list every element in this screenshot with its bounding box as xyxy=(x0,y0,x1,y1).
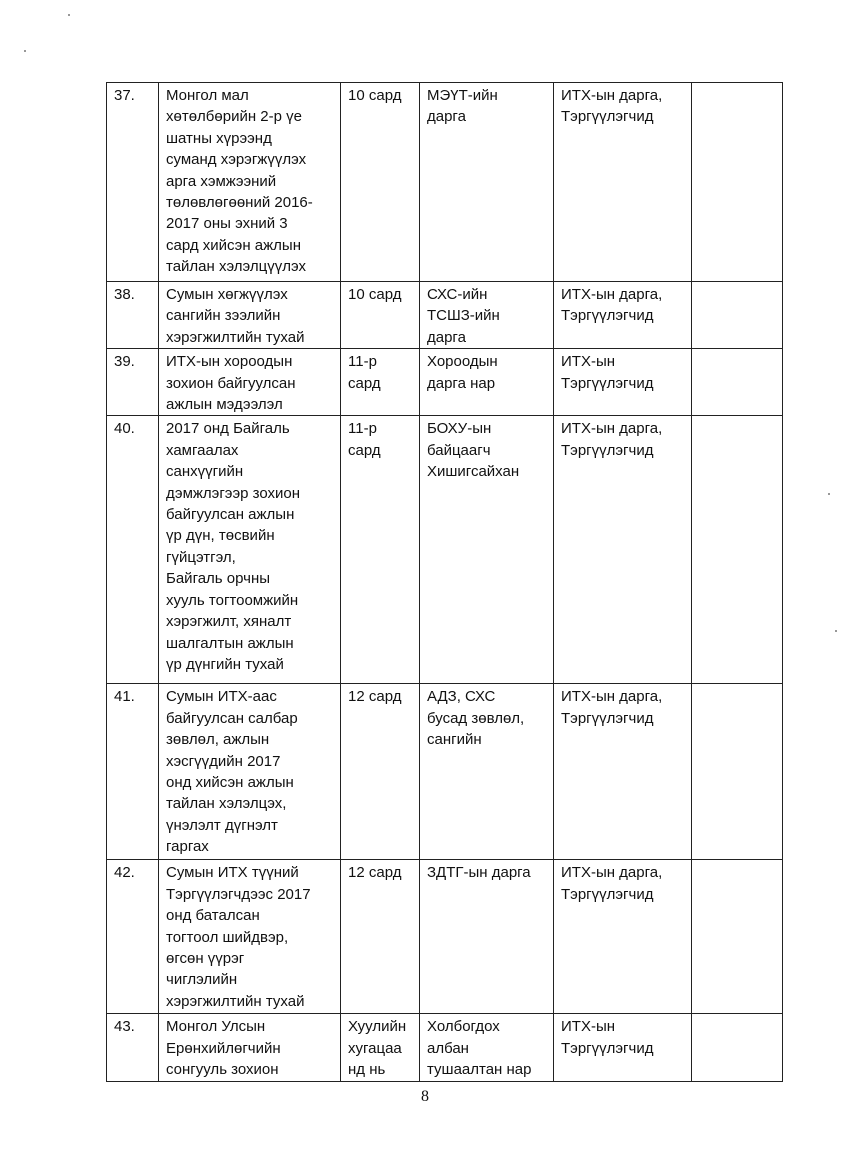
reviewer-cell: ИТХ-ын дарга, Тэргүүлэгчид xyxy=(554,282,692,349)
time-cell: 10 сард xyxy=(341,83,420,282)
topic-cell: Сумын ИТХ-аас байгуулсан салбар зөвлөл, ажлын хэсгүүдийн 2017 онд хийсэн ажлын тайлан хэлэлцэх, үнэлэлт дүгнэлт гаргах xyxy=(159,684,341,860)
row-number: 39. xyxy=(107,349,159,416)
responsible-cell: МЭҮТ-ийн дарга xyxy=(420,83,554,282)
table-row xyxy=(107,83,783,282)
responsible-cell: БОХУ-ын байцаагч Хишигсайхан xyxy=(420,416,554,684)
reviewer-cell: ИТХ-ын Тэргүүлэгчид xyxy=(554,349,692,416)
scan-speck xyxy=(828,493,830,495)
row-number: 43. xyxy=(107,1014,159,1081)
responsible-cell: Холбогдох албан тушаалтан нар xyxy=(420,1014,554,1081)
note-cell xyxy=(692,282,783,349)
time-cell: 10 сард xyxy=(341,282,420,349)
note-cell xyxy=(692,1014,783,1081)
time-cell: 11-р сард xyxy=(341,416,420,684)
time-cell: 12 сард xyxy=(341,684,420,860)
table-row xyxy=(107,684,783,860)
responsible-cell: АДЗ, СХС бусад зөвлөл, сангийн xyxy=(420,684,554,860)
topic-cell: Сумын хөгжүүлэх сангийн зээлийн хэрэгжилтийн тухай xyxy=(159,282,341,349)
row-number: 42. xyxy=(107,860,159,1014)
scan-speck xyxy=(835,630,837,632)
note-cell xyxy=(692,684,783,860)
reviewer-cell: ИТХ-ын Тэргүүлэгчид xyxy=(554,1014,692,1081)
note-cell xyxy=(692,349,783,416)
row-number: 40. xyxy=(107,416,159,684)
reviewer-cell: ИТХ-ын дарга, Тэргүүлэгчид xyxy=(554,860,692,1014)
table-row xyxy=(107,282,783,349)
table-row xyxy=(107,416,783,684)
responsible-cell: ЗДТГ-ын дарга xyxy=(420,860,554,1014)
work-plan-table xyxy=(106,82,783,1082)
time-cell: Хуулийн хугацаа нд нь xyxy=(341,1014,420,1081)
responsible-cell: СХС-ийн ТСШЗ-ийн дарга xyxy=(420,282,554,349)
row-number: 37. xyxy=(107,83,159,282)
time-cell: 12 сард xyxy=(341,860,420,1014)
topic-cell: 2017 онд Байгаль хамгаалах санхүүгийн дэмжлэгээр зохион байгуулсан ажлын үр дүн, төсвийн гүйцэтгэл, Байгаль орчны хууль тогтоомжийн хэрэгжилт, хяналт шалгалтын ажлын үр дүнгийн тухай xyxy=(159,416,341,684)
topic-cell: ИТХ-ын хороодын зохион байгуулсан ажлын мэдээлэл xyxy=(159,349,341,416)
scan-speck xyxy=(68,14,70,16)
note-cell xyxy=(692,860,783,1014)
reviewer-cell: ИТХ-ын дарга, Тэргүүлэгчид xyxy=(554,684,692,860)
row-number: 41. xyxy=(107,684,159,860)
table-row xyxy=(107,860,783,1014)
responsible-cell: Хороодын дарга нар xyxy=(420,349,554,416)
topic-cell: Монгол Улсын Ерөнхийлөгчийн сонгууль зохион xyxy=(159,1014,341,1081)
reviewer-cell: ИТХ-ын дарга, Тэргүүлэгчид xyxy=(554,416,692,684)
row-number: 38. xyxy=(107,282,159,349)
page-number: 8 xyxy=(421,1088,429,1105)
table-row xyxy=(107,349,783,416)
note-cell xyxy=(692,416,783,684)
time-cell: 11-р сард xyxy=(341,349,420,416)
table-row xyxy=(107,1014,783,1081)
reviewer-cell: ИТХ-ын дарга, Тэргүүлэгчид xyxy=(554,83,692,282)
topic-cell: Монгол мал хөтөлбөрийн 2-р үе шатны хүрээнд суманд хэрэгжүүлэх арга хэмжээний төлөвлөгөөний 2016- 2017 оны эхний 3 сард хийсэн ажлын тайлан хэлэлцүүлэх xyxy=(159,83,341,282)
note-cell xyxy=(692,83,783,282)
topic-cell: Сумын ИТХ түүний Тэргүүлэгчдээс 2017 онд баталсан тогтоол шийдвэр, өгсөн үүрэг чиглэлийн хэрэгжилтийн тухай xyxy=(159,860,341,1014)
scan-speck xyxy=(24,50,26,52)
